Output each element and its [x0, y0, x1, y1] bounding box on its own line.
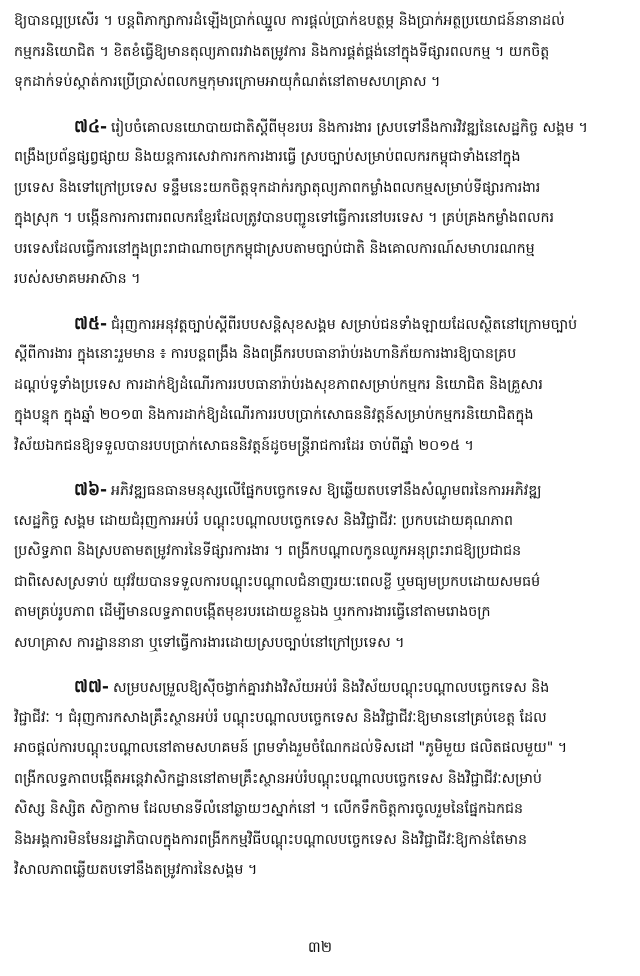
text-line: ពង្រីកលទ្ធភាពបង្កើតអន្តេវាសិកដ្ឋាននៅតាមគ្រឹះស្ថានអប់រំបណ្តុះបណ្តាលបច្ចេកទេស និងវិជ្ជាជីវៈសម្រាប់ — [14, 770, 542, 787]
text-line: វិសាលភាពឆ្លើយតបទៅនឹងតម្រូវការនៃសង្គម ។ — [14, 862, 258, 878]
paragraph-number: ៧៥- — [74, 313, 108, 334]
text-line: ទុកដាក់ទប់ស្កាត់ការប្រើប្រាស់ពលកម្មកុមារក្រោមអាយុកំណត់នៅតាមសហគ្រាស ។ — [14, 74, 441, 90]
text-line — [14, 672, 624, 703]
page-number: ៣២ — [307, 938, 333, 956]
text-line: វិស័យឯកជនឱ្យទទួលបានរបបប្រាក់សោធននិវត្តន៍ដូចមន្ត្រីរាជការដែរ ចាប់ពីឆ្នាំ ២០១៥ ។ — [14, 437, 474, 454]
paragraph-number: ៧៦- — [74, 480, 108, 500]
paragraph-76 — [14, 475, 624, 658]
paragraph-number: ៧៧- — [74, 677, 109, 697]
text-line: របស់សមាគមអាស៊ាន ។ — [14, 271, 141, 287]
text-line — [14, 475, 624, 506]
text-line: សិស្ស និស្សិត សិក្ខាកាម ដែលមានទីលំនៅឆ្ងាយៗស្នាក់នៅ ។ លើកទឹកចិត្តការចូលរួមនៃផ្នែកឯកជន — [14, 801, 523, 817]
text-line: សហគ្រាស ការដ្ឋាននានា ឬទៅធ្វើការងារដោយស្របច្បាប់នៅក្រៅប្រទេស ។ — [14, 634, 405, 651]
text-line: វិជ្ជាជីវៈ ។ ជំរុញការកសាងគ្រឹះស្ថានអប់រំ បណ្តុះបណ្តាលបច្ចេកទេស និងវិជ្ជាជីវៈឱ្យមាននៅគ្រប់ខេត្ត ដែល — [14, 709, 547, 726]
text-line: បរទេសដែលធ្វើការនៅក្នុងព្រះរាជាណាចក្រកម្ពុជាស្របតាមច្បាប់ជាតិ និងគោលការណ៍សមាហរណកម្ម — [14, 240, 535, 257]
paragraph-text: សម្របសម្រួលឱ្យស៊ីចង្វាក់គ្នារវាងវិស័យអប់រំ និងវិស័យបណ្តុះបណ្តាលបច្ចេកទេស និង — [112, 680, 550, 696]
paragraph-75 — [14, 309, 624, 462]
text-line: កម្មករនិយោជិត ។ ខិតខំធ្វើឱ្យមានតុល្យភាពរវាងតម្រូវការ និងការផ្គត់ផ្គង់នៅក្នុងទីផ្សារពលកម្ម ។ យកចិត្ត — [14, 43, 550, 60]
text-line: ក្នុងស្រុក ។ បង្កើនការការពារពលករខ្មែរដែលត្រូវបានបញ្ជូនទៅធ្វើការនៅបរទេស ។ គ្រប់គ្រងកម្លាំងពលករ — [14, 210, 554, 226]
text-line: ឱ្យបានល្អប្រសើរ ។ បន្តពិភាក្សាការដំឡើងប្រាក់ឈ្នួល ការផ្តល់ប្រាក់ឧបត្ថម្ភ និងប្រាក់អត្ថប្រយោជន៍នានាដល់ — [14, 13, 565, 29]
text-line: ប្រសិទ្ធភាព និងស្របតាមតម្រូវការនៃទីផ្សារការងារ ។ ពង្រីកបណ្តាលកូនឈូកអនុព្រះរាជឱ្យប្រជាជន — [14, 543, 522, 559]
paragraph-text: ជំរុញការអនុវត្តច្បាប់ស្តីពីរបបសន្តិសុខសង្គម សម្រាប់ជនទាំងឡាយដែលស្ថិតនៅក្រោមច្បាប់ — [111, 316, 578, 333]
paragraph-74 — [14, 112, 624, 295]
text-line: អាចផ្តល់ការបណ្តុះបណ្តាលនៅតាមសហគមន៍ ព្រមទាំងរួមចំណែកដល់ទិសដៅ "ភូមិមួយ ផលិតផលមួយ" ។ — [14, 740, 568, 756]
paragraph-text: រៀបចំគោលនយោបាយជាតិស្តីពីមុខរបរ និងការងារ ស្របទៅនឹងការវិវឌ្ឍនៃសេដ្ឋកិច្ច សង្គម ។ — [111, 119, 588, 136]
paragraph-text: អភិវឌ្ឍធនធានមនុស្សលើផ្នែកបច្ចេកទេស ឱ្យឆ្លើយតបទៅនឹងសំណូមពរនៃការអភិវឌ្ឍ — [111, 483, 542, 499]
paragraph-number: ៧៤- — [74, 116, 108, 137]
text-line: និងអង្គការមិនមែនរដ្ឋាភិបាលក្នុងការពង្រីកកម្មវិធីបណ្តុះបណ្តាលបច្ចេកទេស និងវិជ្ជាជីវៈឱ្យកាន់តែមាន — [14, 831, 527, 848]
text-line: ពង្រឹងប្រព័ន្ធផ្សព្វផ្សាយ និងយន្តការសេវាការកការងារធ្វើ ស្របច្បាប់សម្រាប់ពលករកម្ពុជាទាំងនៅក្នុង — [14, 149, 521, 165]
text-line: ជាពិសេសស្រទាប់ យុវវ័យបានទទួលការបណ្តុះបណ្តាលជំនាញរយៈពេលខ្លី ឬមធ្យមប្រកបដោយសមធម៌ — [14, 573, 541, 590]
text-line: ដណ្តប់ទូទាំងប្រទេស ការដាក់ឱ្យដំណើរការរបបធានារ៉ាប់រងសុខភាពសម្រាប់កម្មករ និយោជិត និងគ្រួសារ — [14, 376, 543, 393]
paragraph-77 — [14, 672, 624, 886]
text-line: ក្នុងបន្ទុក ក្នុងឆ្នាំ ២០១៣ និងការដាក់ឱ្យដំណើរការរបបប្រាក់សោធននិវត្តន៍សម្រាប់កម្មករនិយោជិតក្នុង — [14, 407, 534, 423]
text-line: ប្រទេស និងទៅក្រៅប្រទេស ទន្ទឹមនេះយកចិត្តទុកដាក់រក្សាតុល្យភាពកម្លាំងពលកម្មសម្រាប់ទីផ្សារការងារ — [14, 179, 541, 196]
text-line — [14, 309, 624, 340]
text-line: សេដ្ឋកិច្ច សង្គម ដោយជំរុញការអប់រំ បណ្តុះបណ្តាលបច្ចេកទេស និងវិជ្ជាជីវៈ ប្រកបដោយគុណភាព — [14, 512, 514, 529]
paragraph-intro — [14, 6, 624, 98]
text-line: តាមគ្រប់រូបភាព ដើម្បីមានលទ្ធភាពបង្កើតមុខរបរដោយខ្លួនឯង ឬរកការងារធ្វើនៅតាមរោងចក្រ — [14, 604, 491, 620]
text-line — [14, 112, 624, 143]
text-line: ស្តីពីការងារ ក្នុងនោះរួមមាន ៖ ការបន្តពង្រឹង និងពង្រីករបបធានារ៉ាប់រងហានិភ័យការងារឱ្យបានគ្រប — [14, 346, 517, 362]
